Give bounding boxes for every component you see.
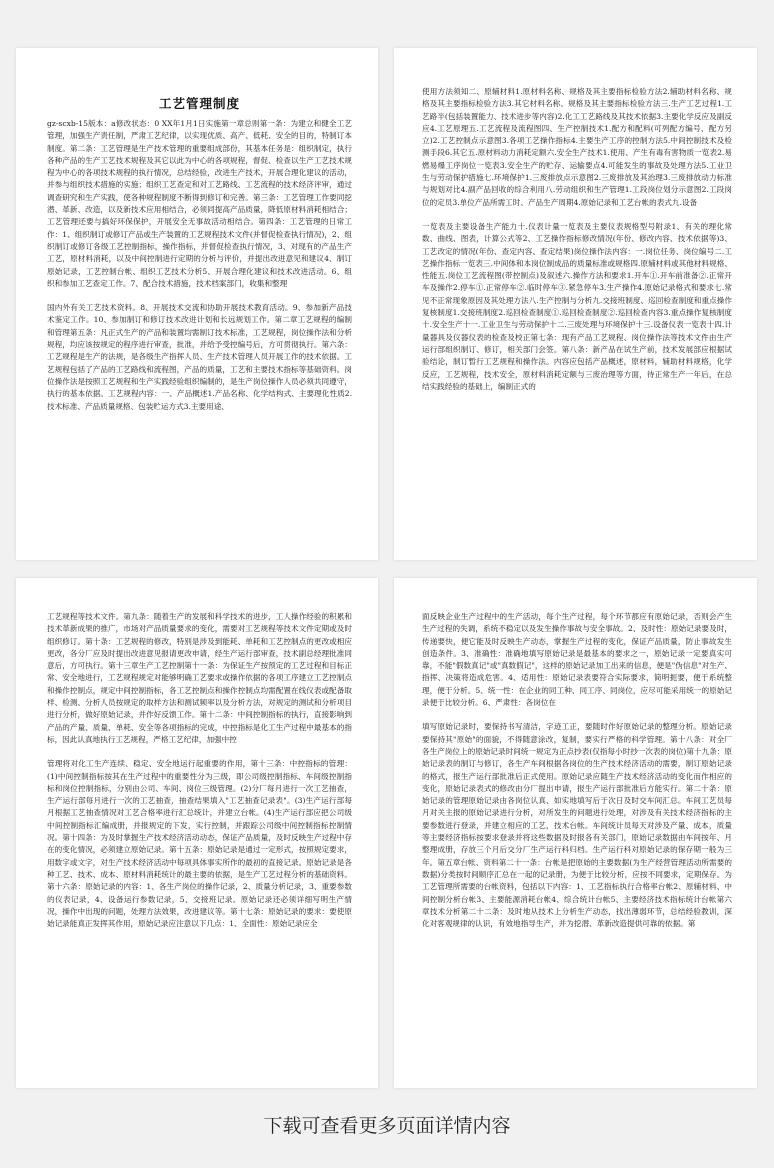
document-page-4 <box>394 578 757 1088</box>
document-page-2 <box>394 48 757 560</box>
page-1-paragraph-2: 国内外有关工艺技术资料。8、开展技术交流和协助开展技术教育活动。9、参加新产品技术鉴定工作。10、参加制订和修订技术改进计划和长远规划工作。第二章工艺规程的编制和管理第五条：凡正式生产的产品和装置均需制订技术标准，工艺规程，岗位操作法和分析规程，均应该按规定的程序进行审查，批准，并给予受控编号后，方可贯彻执行。第六条：工艺规程是生产的法规，是各级生产指挥人员、生产技术管理人员开展工作的技术依据。工艺规程包括了产品的工艺路线和流程图，产品的质量，工艺和主要技术指标等基础资料。岗位操作法是按照工艺规程和生产实践经验组织编制的，是生产岗位操作人员必须共同遵守，执行的基本依据。工艺规程内容：一、产品概述1.产品名称、化学结构式、主要理化性质2.技术标准、产品质量规格、包装贮运方式3.主要用途、 <box>47 303 352 411</box>
page-3-paragraph-1: 工艺规程等技术文件。第九条：随着生产的发展和科学技术的进步，工人操作经验的积累和技术革新成果的推广，市场对产品质量要求的变化，需要对工艺规程等技术文件定期或及时组织修订。第十条：工艺规程的修改，特别是涉及到能耗、单耗和工艺控制点的更改或相应更改，各分厂应及时提出改进意见报请更改申请，经生产运行部审查，技术副总经理批准同意后，方可执行。第十三章生产工艺控制第十一条：为保证生产按预定的工艺过程和目标正常、安全地进行，工艺规程规定对能够明确工艺要求或操作依据的各项工序建立工艺控制点和操作控制点，规定中间控制指标，各工艺控制点和操作控制点均需配置在线仪表或配备取样、检测、分析人员按规定的取样方法和测试频率以及分析方法，对规定的测试和分析项目进行分析，做好原始记录，并作好反馈工作。第十二条：中间控制指标的执行，直接影响到产品的产量、质量、单耗、安全等各项指标的完成，中控指标是化工生产过程中最基本的指标，因此认真地执行工艺规程，严格工艺纪律，加强中控 <box>47 612 352 744</box>
page-2-paragraph-2: 一览表及主要设备生产能力十.仪表计量一览表及主要仪表规格型号附录1、有关的理化常数、曲线、图表，计算公式等2、工艺操作指标修改情况(年份、修改内容、技术依据等)3、工艺改定的情况(年份、查定内容、查定结果)岗位操作法内容：一.岗位任务、岗位编号二.工艺操作指标一览表三.中间体和本岗位制成品的质量标准或规格四.原辅材料或其他材料规格、性能五.岗位工艺流程图(带控制点)及叙述六.操作方法和要求1.开车①.开车前准备②.正常开车及操作2.停车①.正常停车②.临时停车③.紧急停车3.生产操作4.原始记录格式和要求七.常见不正常现象原因及其处理方法八.生产控制与分析九.交接班制度、巡回检查制度和重点操作复核制度1.交接班制度2.巡回检查制度①.巡回检查制度②.巡回检查内容3.重点操作复核制度十.安全生产十一.工业卫生与劳动保护十二.三废处理与环境保护十三.设备仪表一览表十四.计量器具及仪器仪表的检查及校正第七条：现有产品工艺规程、岗位操作法等技术文件由生产运行部组织制订、修订，相关部门会签。第八条：新产品在试生产前，技术发展部应根据试验结论，制订暂行工艺规程和操作法。内容应包括产品概述，原材料，辅助材料规格，化学反应，工艺规程，技术安全，原材料消耗定额与三废治理等方面，待正常生产一年后，在总结实践经验的基础上，编制正式的 <box>422 221 732 391</box>
page-1-paragraph-1: gz-scxb-15版本：a修改状态：0 XX年1月1日实施第一章总则第一条：为建立和健全工艺管理，加强生产责任制，严肃工艺纪律，以实现优质、高产、低耗、安全的目的，特制订本制度。第二条：工艺管理是生产技术管理的重要组成部份，其基本任务是：组织制定，执行各种产品的生产工艺技术规程及其它以此为中心的各项规程，督促、检查以生产工艺技术规程为中心的各项技术规程的执行情况，总结经验，改进生产技术，开展合理化建议的活动，并参与组织技术措施的实施；组织工艺查定和对工艺路线、工艺流程的技术经济评审，通过调查研究和生产实践，使各种规程制度不断得到修订和完善。第三条：工艺管理工作要同挖潜、革新、改造，以及新技术应用相结合，必须同提高产品质量，降低原材料消耗相结合；工艺管理还要与搞好环保保护，开展安全无事故活动相结合。第四条：工艺管理的日常工作：1、组织制订或修订产品或生产装置的工艺规程技术文件(并督促检查执行情况)，2、组织制订或修订各级工艺控制指标，操作指标，并督促检查执行情况，3、对现有的产品生产工艺，原材料消耗，以及中间控制进行定期的分析与评价，并提出改进意见和建议4、制订原始记录，工艺控制台帐、组织工艺技术分析5、开展合理化建议和技术改进活动。6、组织和参加工艺查定工作。7、配合技术措施，技术档案部门，收集和整理 <box>47 119 352 288</box>
page-4-paragraph-1: 面反映企业生产过程中的生产活动，每个生产过程，每个环节都应有原始记录，否则会产生生产过程的失调，系统不稳定以及发生操作事故与安全事故。2、及时性：原始记录要及时，传递要快，便它能及时反映生产动态，掌握生产过程的变化，保证产品质量，防止事故发生创造条件。3、准确性：准确地填写原始记录是最基本的要求之一，原始记录一定要真实可靠，不能"假数真记"或"真数假记"，这样的原始记录加工出来的信息，便是"伪信息"对生产、指挥、决策将造成危害。4、适用性：原始记录表要符合实际要求，简明扼要，便于系统整理，便于分析。5、统一性：在企业的同工种、同工序、同岗位，应尽可能采用统一的原始记录便于比较分析。6、严肃性：各岗位在 <box>422 612 732 708</box>
document-page-1 <box>16 48 378 560</box>
page-4-paragraph-2: 填写原始记录时，要保持书写清洁，字迹工正，要随时作好原始记录的整理分析。原始记录要保持其"原始"的面貌，不得随意涂改，复制，要实行严格的科学管理。第十八条：对全厂各生产岗位上的原始记录时间统一规定为正点抄表(仅指每小时抄一次表的岗位)第十九条：原始记录表的制订与修订，各生产车间根据各岗位的生产技术经济活动的需要，制订原始记录的格式，报生产运行部批准后正式使用。原始记录应随生产技术经济活动的变化而作相应的变化，原始记录表式的修改由分厂提出申请，报生产运行部批准后方能实行。第二十条：原始记录的管理原始记录由各岗位认真、如实地填写后于次日及时交车间汇总。车间工艺员每月对关主报的原始记录进行分析，对所发生的问题进行处理，对涉及有关技术经济指标的主要参数进行登录，并建立相应的工艺，技术台帐。车间统计员每天对涉及产量、成本，质量等主要经济指标按要求登录并将这些数据及时报各有关部门，原始记录数据由车间按年、月整理成册，存放三个月后交分厂生产运行科归档。生产运行科对原始记录的保存期一般为三年。第五章台帐、资料第二十一条：台帐是把原始的主要数据(为生产经营管理活动所需要的数据)分类按时间顺序汇总在一起的记录册，为便于比较分析，应按不同要求，定期保存。为工艺管理所需要的台帐资料，包括以下内容：1、工艺指标执行合格率台帐2、原辅材料、中间控制分析台帐3、主要能源消耗台帐4、综合统计台帐5、主要经济技术指标统计台帐第六章技术分析第二十二条：及时地从技术上分析生产动态，找出薄弱环节，总结经验教训，深化对客观规律的认识，有效地指导生产，并为挖潜、革新改造提供可靠的依据。第 <box>422 722 732 929</box>
page-2-paragraph-1: 使用方法须知二、原辅材料1.原材料名称、规格及其主要指标检验方法2.辅助材料名称、规格及其主要指标检验方法3.其它材料名称、规格及其主要指标检验方法三.生产工艺过程1.工艺路半(包括装置能力、技术进步等内容)2.化工工艺路线及其技术依据3.主要化学反应及副反应4.工艺原理五.工艺流程及流程图四、生产控制技术1.配方和配料(可列配方编号、配方另立)2.工艺控制点示意图3.各项工艺操作指标4.主要生产工序的控制方法5.中间控制技术及检测手段6.其它五.原材料动力消耗定额六.安全生产技术1.使用、产生有毒有害物质一览表2.易燃易爆工序岗位一览表3.安全生产的贮存、运输要点4.可能发生的事故及处理方法5.工业卫生与劳动保护措施七.环境保护1.三废排放点示意图2.三废排放及其治理3.三废排放动力标准与规划对比4.副产品回收的综合利用八.劳动组织和生产管理1.工段岗位划分示意图2.工段岗位的定员3.单位产品所需工时、产品生产周期4.原始记录和工艺台帐的表式九.设备 <box>422 87 732 207</box>
document-title: 工艺管理制度 <box>158 96 240 111</box>
document-page-3 <box>16 578 378 1088</box>
download-more-link[interactable]: 下载可查看更多页面详情内容 <box>263 1115 511 1137</box>
page-3-paragraph-2: 管理将对化工生产连续、稳定、安全地运行起重要的作用，第十三条：中控指标的管理：(1)中间控制指标按其在生产过程中的重要性分为三级，即公司级控制指标、车间级控制指标和岗位控制指标，分别由公司、车间、岗位三级管理。(2)分厂每月进行一次工艺抽查，生产运行部每月进行一次的工艺抽查，抽查结果填入"工艺抽查记录表"。(3)生产运行部每月根据工艺抽查情况对工艺合格率进行汇总统计，并建立台帐。(4)生产运行部应把公司级中间控制指标汇编成册，并报规定的下发，实行控制，并跟踪公司级中间控制指标控制情况。第十四条：为及时掌握生产技术经济活动动态，保证产品质量，及时反映生产过程中存在的变化情况，必须建立原始记录。第十五条：原始记录是通过一定形式，按照规定要求，用数字或文字，对生产技术经济活动中每项具体事实所作的最初的直接记录。原始记录是各种工艺、技术、成本、原材料消耗统计的最主要的依据，是生产工艺过程分析的基础资料。第十六条：原始记录的内容：1、各生产岗位的操作记录，2、质量分析记录，3、重要参数的仪表记录，4、设备运行参数记录，5、交接班记录。原始记录还必须详细写明生产情况，操作中出现的问题，处理方法效果，改进建议等。第十七条：原始记录的要求：要使原始记录能真正发挥其作用，原始记录应注意以下几点：1、全面性：原始记录应全 <box>47 759 352 929</box>
